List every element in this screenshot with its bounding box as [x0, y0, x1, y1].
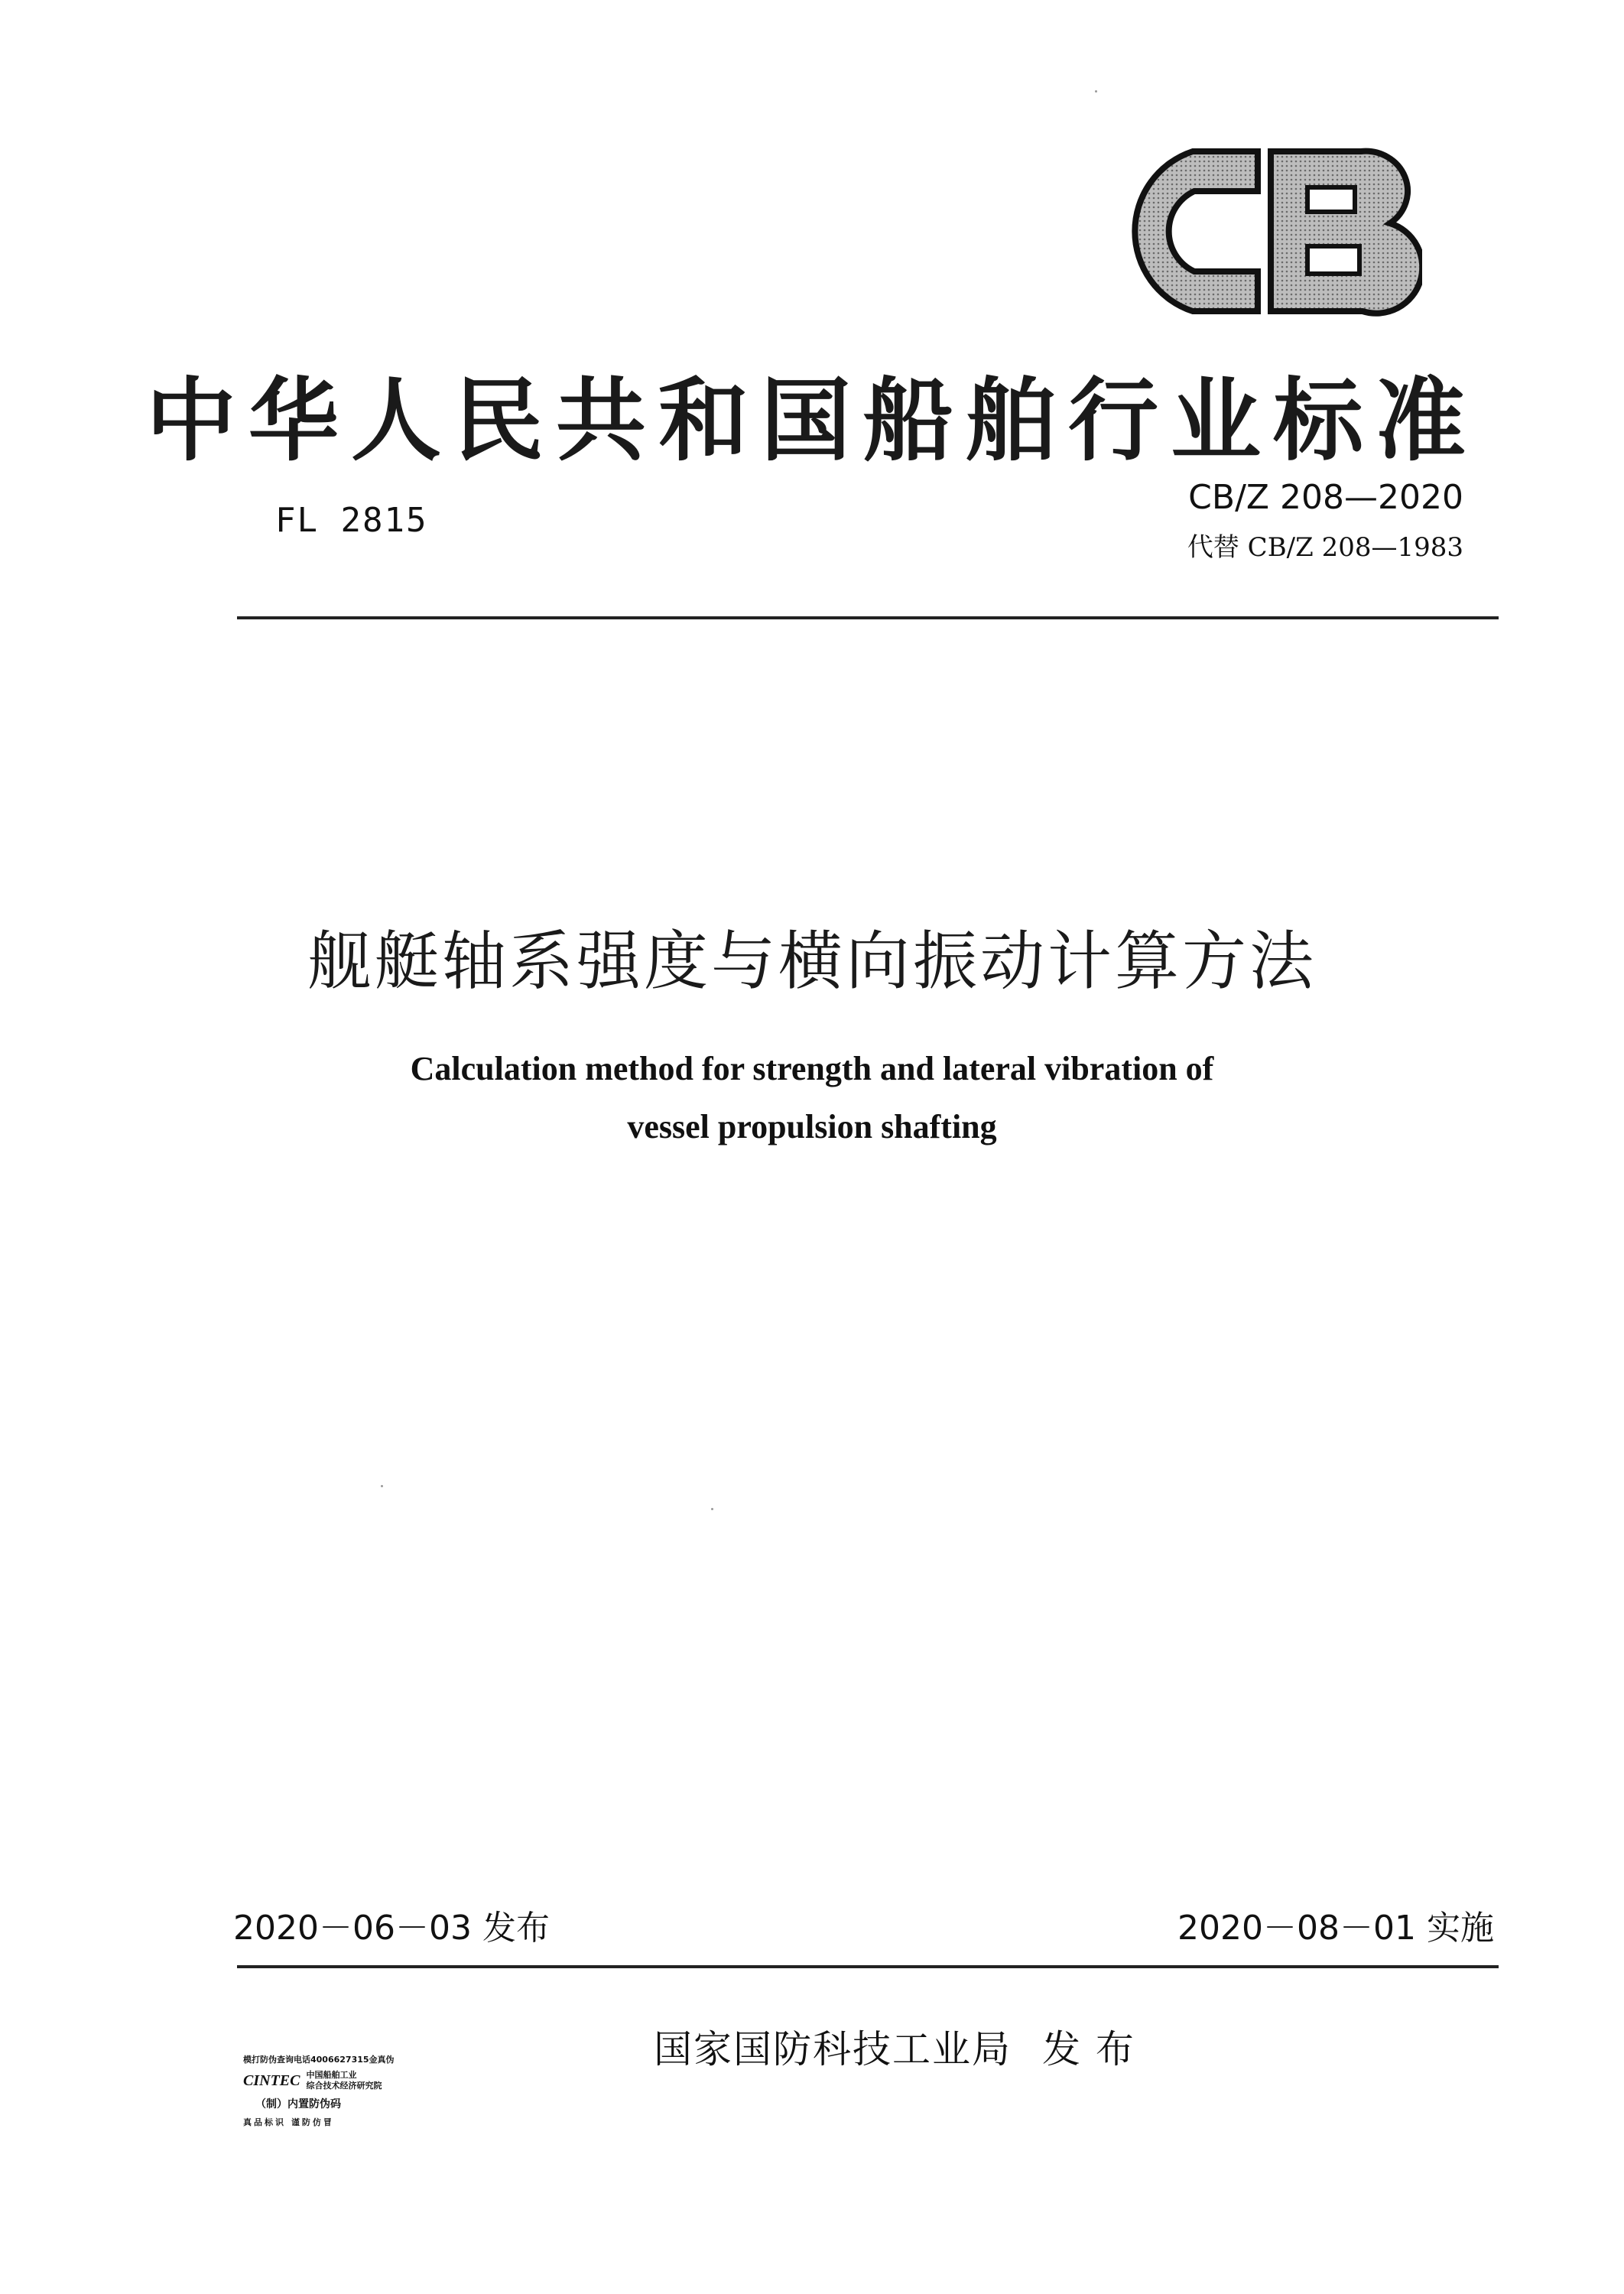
stamp-embedded-code: （制）内置防伪码 — [255, 2098, 341, 2110]
cb-logo — [1101, 145, 1422, 317]
scan-speck — [1095, 90, 1097, 93]
scan-speck — [381, 1485, 383, 1487]
classification-code: FL 2815 — [275, 501, 428, 540]
stamp-org-line-2: 综合技术经济研究院 — [306, 2081, 382, 2091]
replaces-standard: 代替 CB/Z 208—1983 — [1187, 532, 1463, 563]
publisher-name: 国家国防科技工业局 — [654, 2027, 1012, 2071]
standard-number: CB/Z 208—2020 — [1188, 478, 1463, 517]
english-title-line-1: Calculation method for strength and lateral vibration of — [410, 1050, 1214, 1087]
publisher-action: 发 布 — [1042, 2027, 1135, 2071]
stamp-organization — [306, 2070, 382, 2091]
publisher — [654, 2019, 1135, 2074]
anti-counterfeit-stamp — [243, 2053, 427, 2128]
top-divider — [237, 616, 1499, 619]
scan-speck — [711, 1508, 713, 1510]
stamp-brand-row — [243, 2070, 427, 2091]
bottom-divider — [237, 1965, 1499, 1968]
standard-category-title: 中华人民共和国船舶行业标准 — [145, 368, 1478, 473]
stamp-authentic-mark: 真品标识 谨防仿冒 — [243, 2117, 334, 2127]
effective-date: 2020－08－01 实施 — [1177, 1909, 1494, 1948]
english-title-line-2: vessel propulsion shafting — [627, 1108, 997, 1145]
document-title-english — [0, 1040, 1624, 1156]
cintec-logo: CINTEC — [243, 2071, 300, 2089]
issue-date: 2020－06－03 发布 — [233, 1909, 550, 1948]
document-title-chinese: 舰艇轴系强度与横向振动计算方法 — [307, 924, 1317, 999]
stamp-hotline: 模打防伪查询电话4006627315金真伪 — [243, 2055, 395, 2065]
stamp-org-line-1: 中国船舶工业 — [306, 2070, 357, 2080]
